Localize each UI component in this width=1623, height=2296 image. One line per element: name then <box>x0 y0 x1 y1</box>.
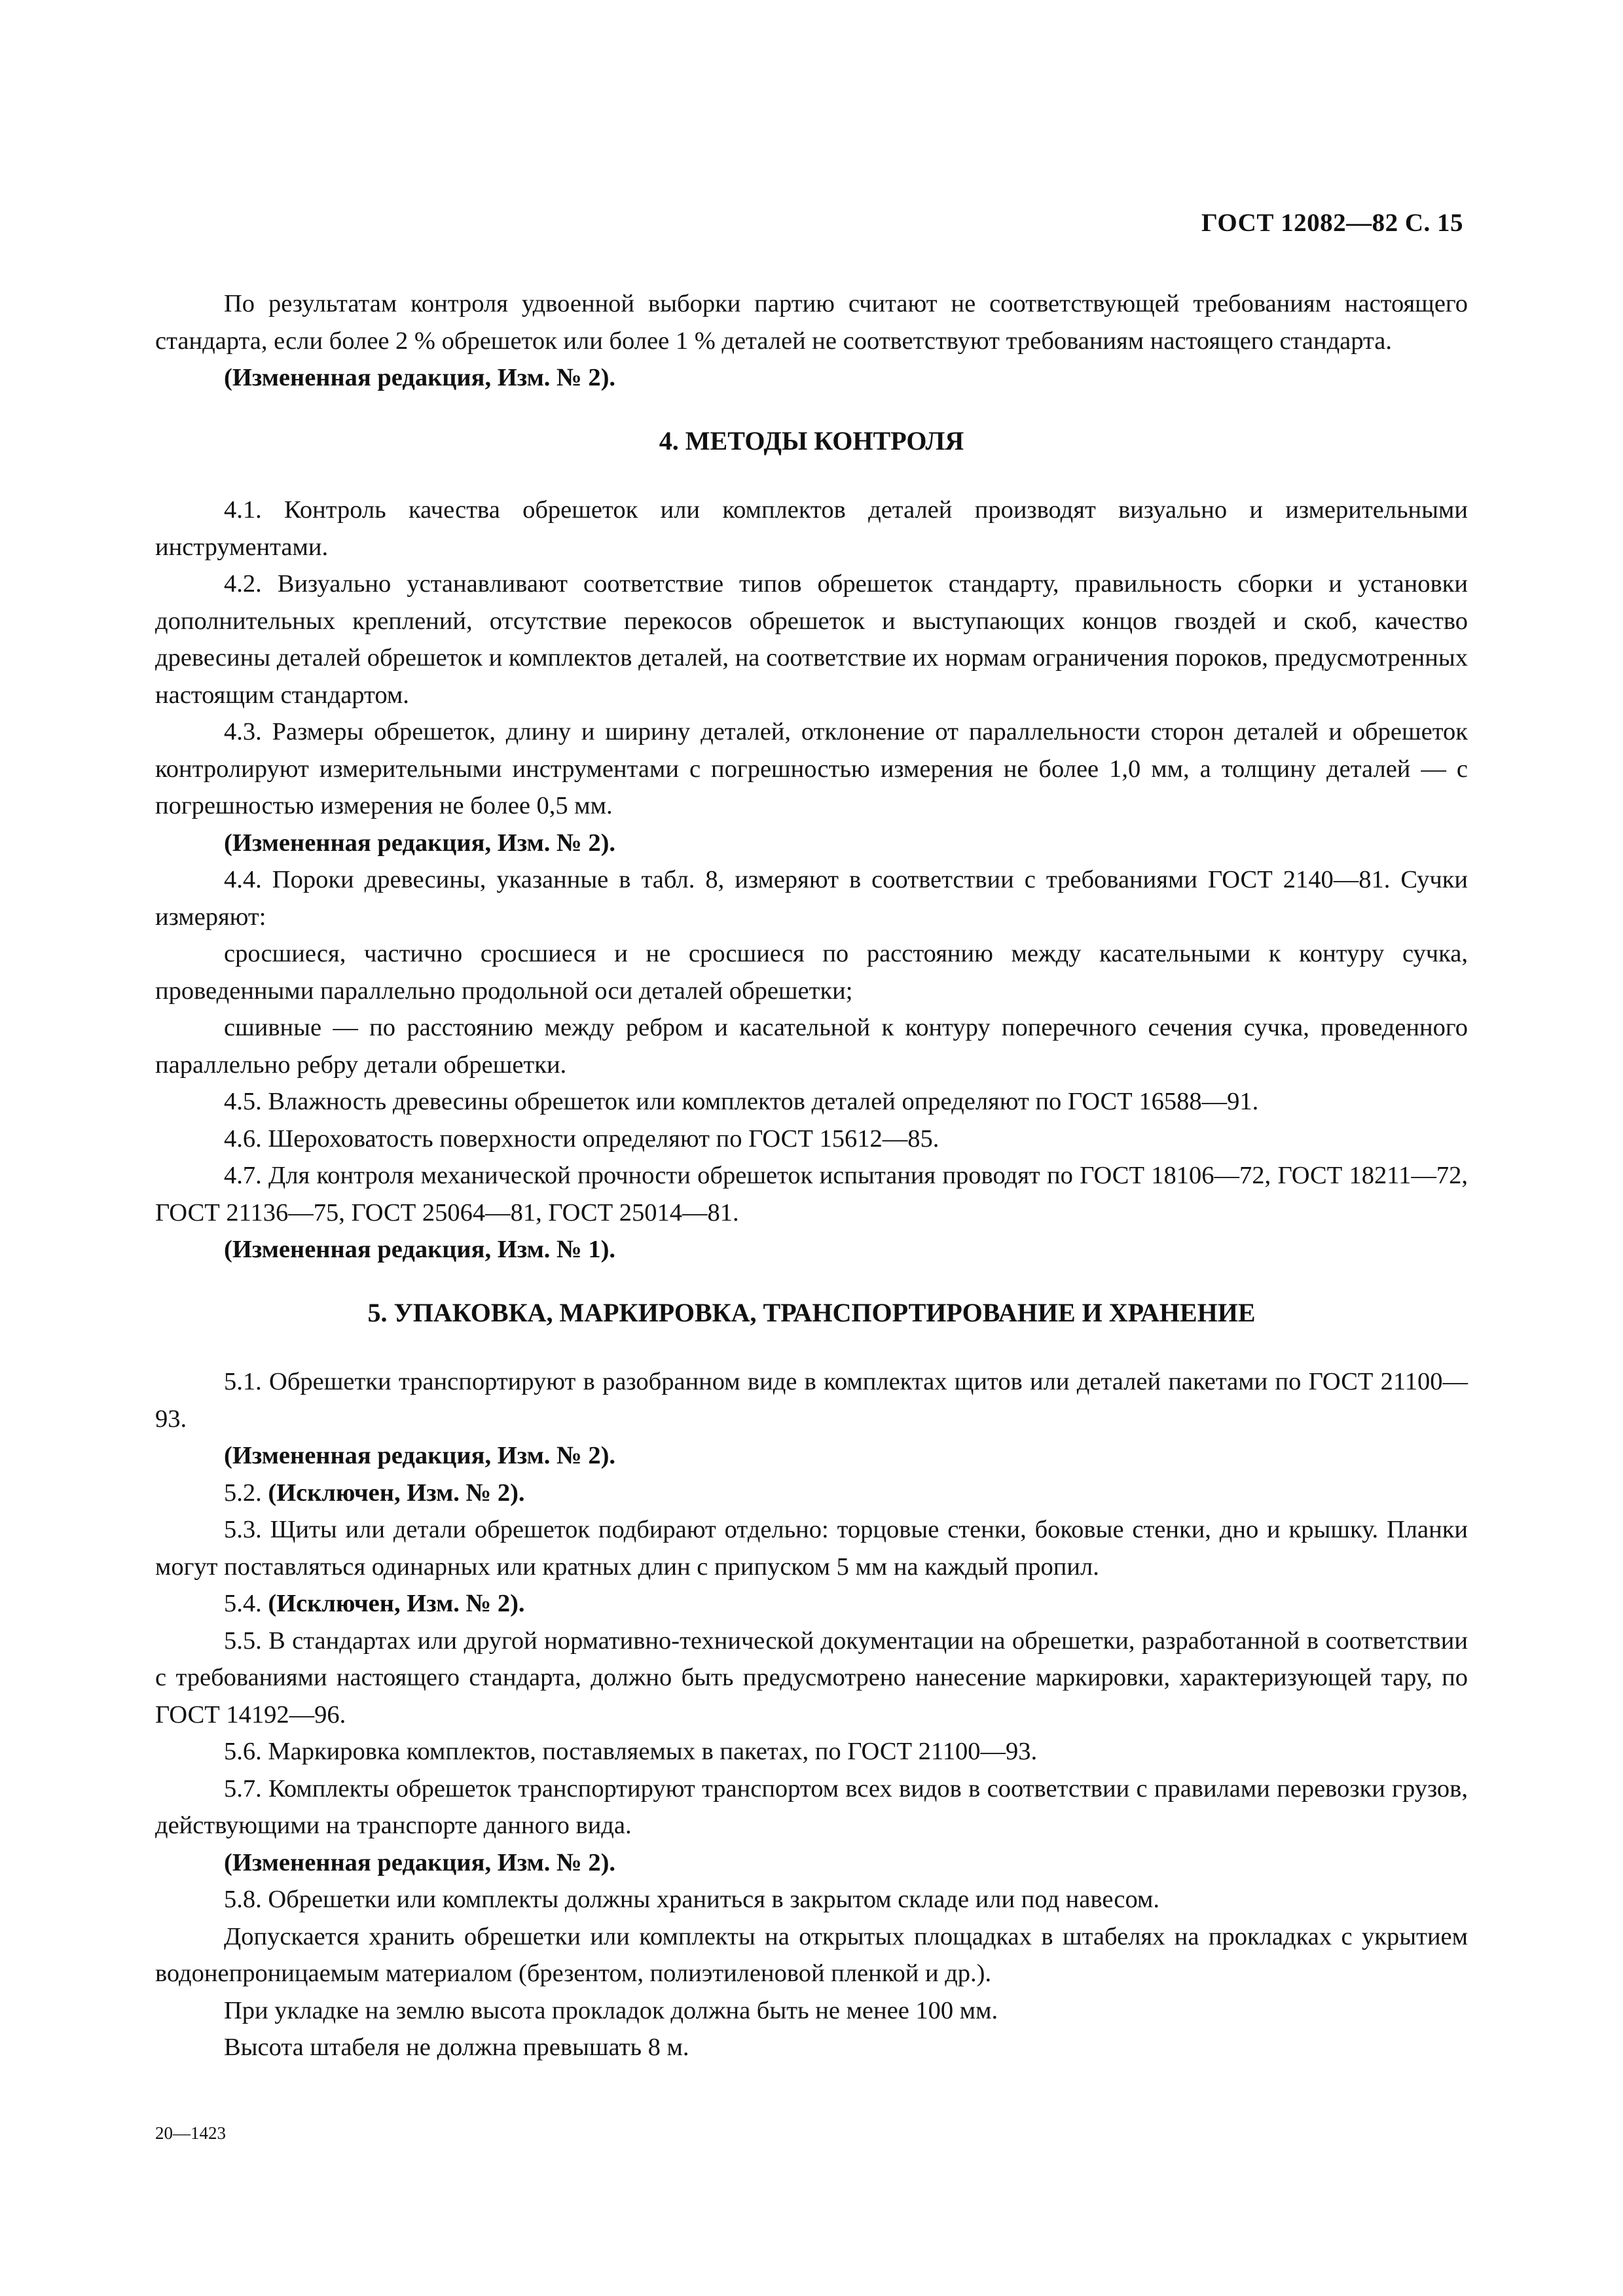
paragraph: 4.7. Для контроля механической прочности обрешеток испытания проводят по ГОСТ 18106—72, ГОСТ 18211—72, ГОСТ 21136—75, ГОСТ 25064—81, ГОСТ 25014—81. <box>155 1162 1468 1227</box>
paragraph: 5.7. Комплекты обрешеток транспортируют транспортом всех видов в соответствии с правилами перевозки грузов, действующими на транспорте данного вида. <box>155 1774 1468 1839</box>
amendment-note: (Измененная редакция, Изм. № 2). <box>224 1848 616 1876</box>
clause-number: 5.4. <box>224 1590 262 1617</box>
paragraph: 4.2. Визуально устанавливают соответствие типов обрешеток стандарту, правильность сборки и установки дополнительных креплений, отсутствие перекосов обрешеток и выступающих концов гвоздей и скоб, качество древесины деталей обрешеток и комплектов деталей, на соответствие их нормам ограничения пороков, предусмотренных настоящим стандартом. <box>155 570 1468 709</box>
paragraph: Допускается хранить обрешетки или комплекты на открытых площадках в штабелях на прокладках с укрытием водонепроницаемым материалом (брезентом, полиэтиленовой пленкой и др.). <box>155 1922 1468 1987</box>
page-header: ГОСТ 12082—82 С. 15 <box>1201 209 1463 237</box>
amendment-note: (Измененная редакция, Изм. № 2). <box>224 1442 616 1469</box>
paragraph: 5.5. В стандартах или другой нормативно-технической документации на обрешетки, разработанной в соответствии с требованиями настоящего стандарта, должно быть предусмотрено нанесение маркировки, характеризующей тару, по ГОСТ 14192—96. <box>155 1626 1468 1729</box>
amendment-note: (Измененная редакция, Изм. № 1). <box>224 1236 616 1263</box>
paragraph: 4.6. Шероховатость поверхности определяют по ГОСТ 15612—85. <box>224 1124 939 1153</box>
paragraph: 5.6. Маркировка комплектов, поставляемых в пакетах, по ГОСТ 21100—93. <box>224 1738 1038 1765</box>
paragraph: 4.1. Контроль качества обрешеток или комплектов деталей производят визуально и измерительными инструментами. <box>155 496 1468 561</box>
paragraph: 5.8. Обрешетки или комплекты должны храниться в закрытом складе или под навесом. <box>224 1886 1159 1913</box>
paragraph: Высота штабеля не должна превышать 8 м. <box>224 2034 689 2061</box>
paragraph: 4.4. Пороки древесины, указанные в табл. 8, измеряют в соответствии с требованиями ГОСТ 2140—81. Сучки измеряют: <box>155 866 1468 931</box>
paragraph: 4.5. Влажность древесины обрешеток или комплектов деталей определяют по ГОСТ 16588—91. <box>224 1088 1259 1115</box>
clause-number: 5.2. <box>224 1479 262 1507</box>
paragraph-excluded <box>155 1475 1468 1512</box>
document-body <box>155 285 1468 2066</box>
section-heading: 5. УПАКОВКА, МАРКИРОВКА, ТРАНСПОРТИРОВАНИЕ И ХРАНЕНИЕ <box>367 1297 1256 1327</box>
amendment-note: (Измененная редакция, Изм. № 2). <box>224 364 616 391</box>
paragraph: сшивные — по расстоянию между ребром и касательной к контуру поперечного сечения сучка, проведенного параллельно ребру детали обрешетки. <box>155 1014 1468 1079</box>
page-footer-code: 20—1423 <box>155 2123 226 2143</box>
paragraph: По результатам контроля удвоенной выборки партию считают не соответствующей требованиям настоящего стандарта, если более 2 % обрешеток или более 1 % деталей не соответствуют требованиям настоящего стандарта. <box>155 290 1468 355</box>
paragraph-excluded <box>155 1585 1468 1623</box>
paragraph: 5.3. Щиты или детали обрешеток подбирают отдельно: торцовые стенки, боковые стенки, дно и крышку. Планки могут поставляться одинарных или кратных длин с припуском 5 мм на каждый пропил. <box>155 1516 1468 1581</box>
paragraph: сросшиеся, частично сросшиеся и не сросшиеся по расстоянию между касательными к контуру сучка, проведенными параллельно продольной оси деталей обрешетки; <box>155 940 1468 1005</box>
paragraph: При укладке на землю высота прокладок должна быть не менее 100 мм. <box>224 1996 998 2024</box>
excluded-note: (Исключен, Изм. № 2). <box>268 1479 525 1507</box>
section-heading: 4. МЕТОДЫ КОНТРОЛЯ <box>659 425 964 456</box>
amendment-note: (Измененная редакция, Изм. № 2). <box>224 829 616 857</box>
paragraph: 5.1. Обрешетки транспортируют в разобранном виде в комплектах щитов или деталей пакетами по ГОСТ 21100—93. <box>155 1368 1468 1433</box>
excluded-note: (Исключен, Изм. № 2). <box>268 1590 525 1617</box>
paragraph: 4.3. Размеры обрешеток, длину и ширину деталей, отклонение от параллельности сторон деталей и обрешеток контролируют измерительными инструментами с погрешностью измерения не более 1,0 мм, а толщину деталей — с погрешностью измерения не более 0,5 мм. <box>155 718 1468 819</box>
